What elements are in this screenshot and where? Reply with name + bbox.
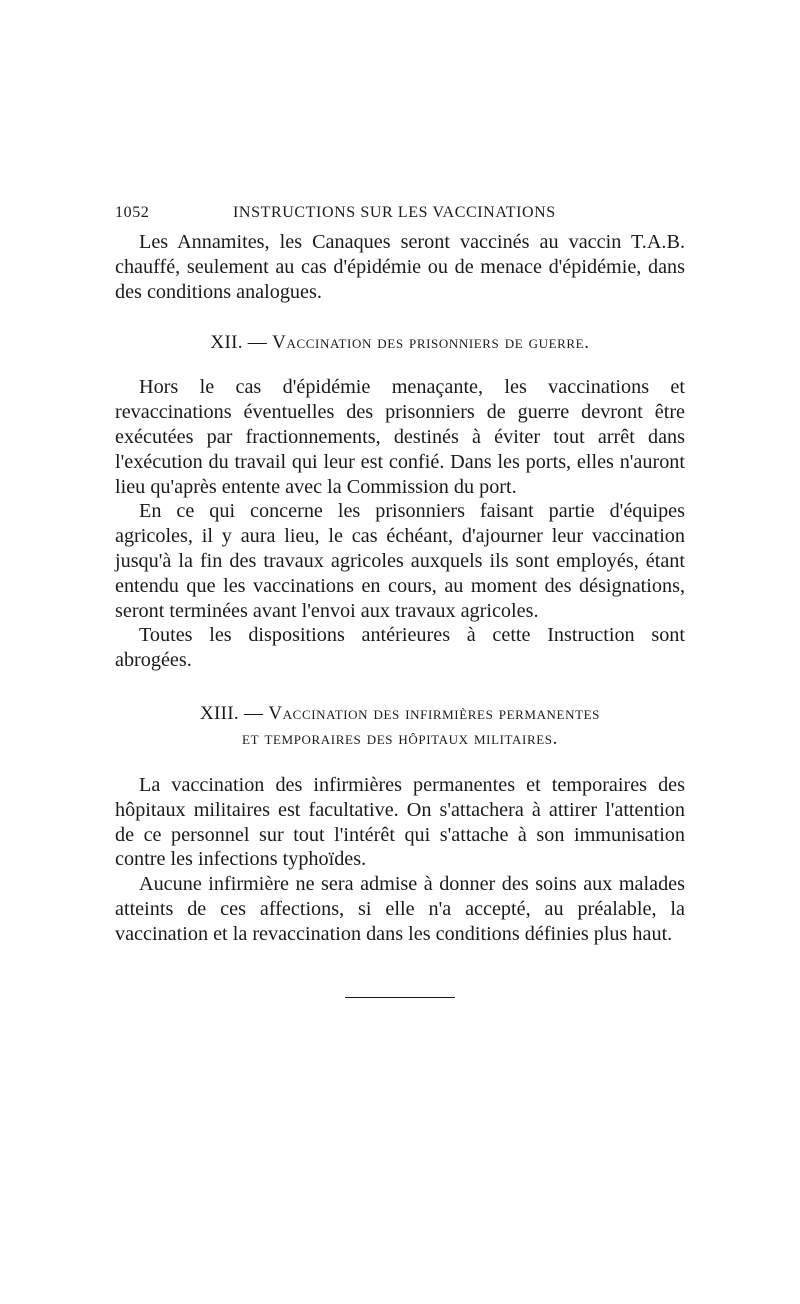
section-xiii-number: XIII. — [200,702,264,724]
section-xiii-title-line-2: et temporaires des hôpitaux militaires. [242,727,558,749]
section-xiii-title-line-1: Vaccination des infirmières permanentes [268,702,600,724]
book-page [115,204,685,998]
section-xii-paragraph-2: En ce qui concerne les prisonniers faisant partie d'équipes agricoles, il y aura lieu, le cas échéant, d'ajourner leur vaccination jusqu'à la fin des travaux agricoles auxquels ils sont employés, étant entendu que les vaccinations en cours, au moment des désignations, seront terminées avant l'envoi aux travaux agricoles. [115,500,685,622]
page-number: 1052 [115,204,150,221]
running-head [115,204,685,230]
section-xiii-paragraph-2: Aucune infirmière ne sera admise à donner des soins aux malades atteints de ces affections, si elle n'a accepté, au préalable, la vaccination et la revaccination dans les conditions définies plus haut. [115,873,685,945]
running-title: INSTRUCTIONS SUR LES VACCINATIONS [233,204,556,221]
section-xiii-paragraph-1: La vaccination des infirmières permanentes et temporaires des hôpitaux militaires est facultative. On s'attachera à attirer l'attention de ce personnel sur tout l'intérêt qui s'attache à son immunisation contre les infections typhoïdes. [115,773,685,871]
section-xii-number: XII. — [210,332,268,354]
section-xii-paragraph-1: Hors le cas d'épidémie menaçante, les vaccinations et revaccinations éventuelles des prisonniers de guerre devront être exécutées par fractionnements, destinés à éviter tout arrêt dans l'exécution du travail qui leur est confié. Dans les ports, elles n'auront lieu qu'après entente avec la Commission du port. [115,376,685,498]
section-xii-title: Vaccination des prisonniers de guerre. [272,332,590,354]
intro-paragraph: Les Annamites, les Canaques seront vaccinés au vaccin T.A.B. chauffé, seulement au cas d'épidémie ou de menace d'épidémie, dans des conditions analogues. [115,231,685,303]
section-xii-paragraph-3: Toutes les dispositions antérieures à cette Instruction sont abrogées. [115,624,685,672]
section-xii-heading [115,330,685,355]
section-xiii-heading [115,701,685,751]
section-xiii-heading-line-1 [115,701,685,726]
closing-rule [345,997,455,998]
